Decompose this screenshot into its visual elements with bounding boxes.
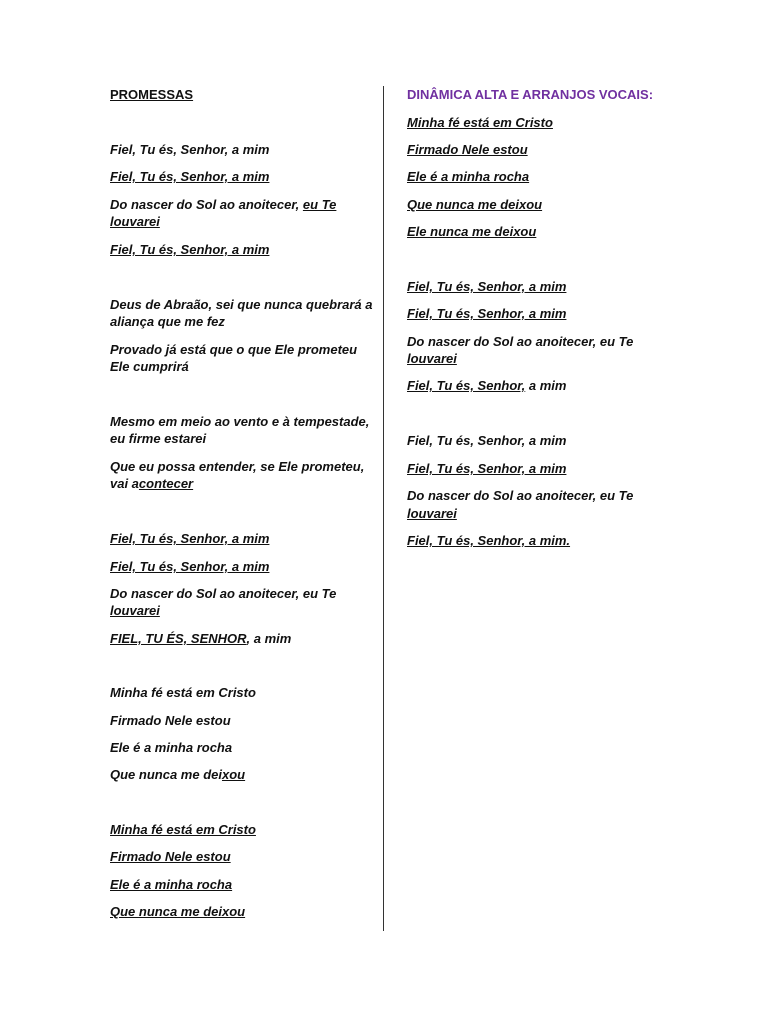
lyric-segment: Fiel, Tu és, Senhor, a mim (110, 242, 270, 257)
right-lyric-line (407, 377, 566, 395)
lyric-segment: contecer (138, 476, 194, 491)
left-lyric-line (110, 168, 269, 186)
lyric-segment: FIEL, TU ÉS, SENHOR (110, 631, 247, 646)
lyric-segment: Provado já está que o que Ele prometeu (110, 342, 358, 357)
lyric-segment: Deus de Abraão, sei que nunca quebrará a (110, 297, 373, 312)
right-lyric-line (407, 223, 536, 241)
lyric-segment: Firmado Nele estou (110, 713, 231, 728)
lyric-segment: Fiel, Tu és, Senhor, a mim (407, 433, 567, 448)
lyric-segment: Fiel, Tu és, Senhor, a mim (110, 169, 270, 184)
right-lyric-line (407, 141, 528, 159)
lyric-segment: louvarei (110, 214, 160, 229)
right-lyric-line (407, 487, 633, 505)
lyric-segment: Fiel, Tu és, Senhor, a mim. (407, 533, 571, 548)
lyric-segment: vai a (110, 476, 139, 491)
lyric-segment: Mesmo em meio ao vento e à tempestade, (110, 414, 370, 429)
left-lyric-line (110, 585, 336, 603)
left-lyric-line (110, 558, 269, 576)
lyric-segment: Fiel, Tu és, Senhor, a mim (407, 306, 567, 321)
lyric-segment: Do nascer do Sol ao anoitecer, (110, 197, 303, 212)
lyric-segment: a mim (525, 378, 567, 393)
lyric-segment: Do nascer do Sol ao anoitecer, eu Te (407, 488, 634, 503)
column-divider (383, 86, 384, 931)
lyric-segment: Fiel, Tu és, Senhor, a mim (407, 461, 567, 476)
left-lyric-line (110, 141, 269, 159)
right-lyric-line (407, 196, 542, 214)
left-title: PROMESSAS (110, 87, 194, 102)
left-lyric-line (110, 413, 369, 431)
lyric-segment: Minha fé está em Cristo (110, 822, 256, 837)
left-lyric-line (110, 739, 232, 757)
left-lyric-line (110, 196, 336, 214)
left-lyric-line (110, 313, 225, 331)
lyric-segment: Ele cumprirá (110, 359, 189, 374)
lyric-segment: Que nunca me dei (110, 767, 222, 782)
lyric-segment: Fiel, Tu és, Senhor, a mim (110, 559, 270, 574)
left-lyric-line (110, 341, 357, 359)
lyric-segment: Ele é a minha rocha (110, 877, 233, 892)
lyric-segment: Minha fé está em Cristo (407, 115, 553, 130)
lyric-segment: Fiel, Tu és, Senhor, a mim (407, 279, 567, 294)
right-lyric-line (407, 278, 566, 296)
left-lyric-line (110, 296, 373, 314)
left-lyric-line (110, 530, 269, 548)
lyric-segment: Fiel, Tu és, Senhor, a mim (110, 531, 270, 546)
lyric-segment: , a mim (246, 631, 292, 646)
left-lyric-line (110, 213, 160, 231)
left-lyric-line (110, 475, 193, 493)
lyric-segment: aliança que me fez (110, 314, 225, 329)
lyric-segment: Que eu possa entender, se Ele prometeu, (110, 459, 365, 474)
lyric-segment: Minha fé está em Cristo (110, 685, 256, 700)
lyric-segment: eu Te (302, 197, 337, 212)
lyric-segment: Firmado Nele estou (110, 849, 231, 864)
lyric-segment: Do nascer do Sol ao anoitecer, eu Te (110, 586, 337, 601)
right-lyric-line (407, 460, 566, 478)
lyric-segment: Ele é a minha rocha (110, 740, 233, 755)
right-lyric-line (407, 333, 633, 351)
lyric-segment: Do nascer do Sol ao anoitecer, eu Te (407, 334, 634, 349)
lyric-segment: louvarei (407, 506, 457, 521)
lyric-segment: eu firme estarei (110, 431, 207, 446)
left-lyric-line (110, 241, 269, 259)
lyric-segment: xou (221, 767, 246, 782)
lyric-segment: Firmado Nele estou (407, 142, 528, 157)
lyric-segment: Fiel, Tu és, Senhor, a mim (110, 142, 270, 157)
left-lyric-line (110, 430, 206, 448)
right-lyric-line (407, 432, 566, 450)
lyric-segment: louvarei (110, 603, 160, 618)
left-lyric-line (110, 458, 364, 476)
left-lyric-line (110, 821, 256, 839)
right-title: DINÂMICA ALTA E ARRANJOS VOCAIS: (407, 87, 654, 102)
left-lyric-line (110, 903, 245, 921)
left-lyric-line (110, 766, 245, 784)
left-lyric-line (110, 602, 160, 620)
right-lyric-line (407, 305, 566, 323)
left-lyric-line (110, 876, 232, 894)
right-lyric-line (407, 114, 553, 132)
left-lyric-line (110, 684, 256, 702)
lyric-segment: Que nunca me deixou (110, 904, 246, 919)
left-lyric-line (110, 630, 291, 648)
lyric-segment: Ele nunca me deixou (407, 224, 537, 239)
lyric-segment: louvarei (407, 351, 457, 366)
left-lyric-line (110, 358, 189, 376)
right-lyric-line (407, 505, 457, 523)
left-lyric-line (110, 848, 231, 866)
right-lyric-line (407, 532, 570, 550)
left-lyric-line (110, 712, 231, 730)
right-lyric-line (407, 168, 529, 186)
lyric-segment: Que nunca me deixou (407, 197, 543, 212)
right-lyric-line (407, 350, 457, 368)
lyric-segment: Ele é a minha rocha (407, 169, 530, 184)
lyric-segment: Fiel, Tu és, Senhor, (407, 378, 526, 393)
